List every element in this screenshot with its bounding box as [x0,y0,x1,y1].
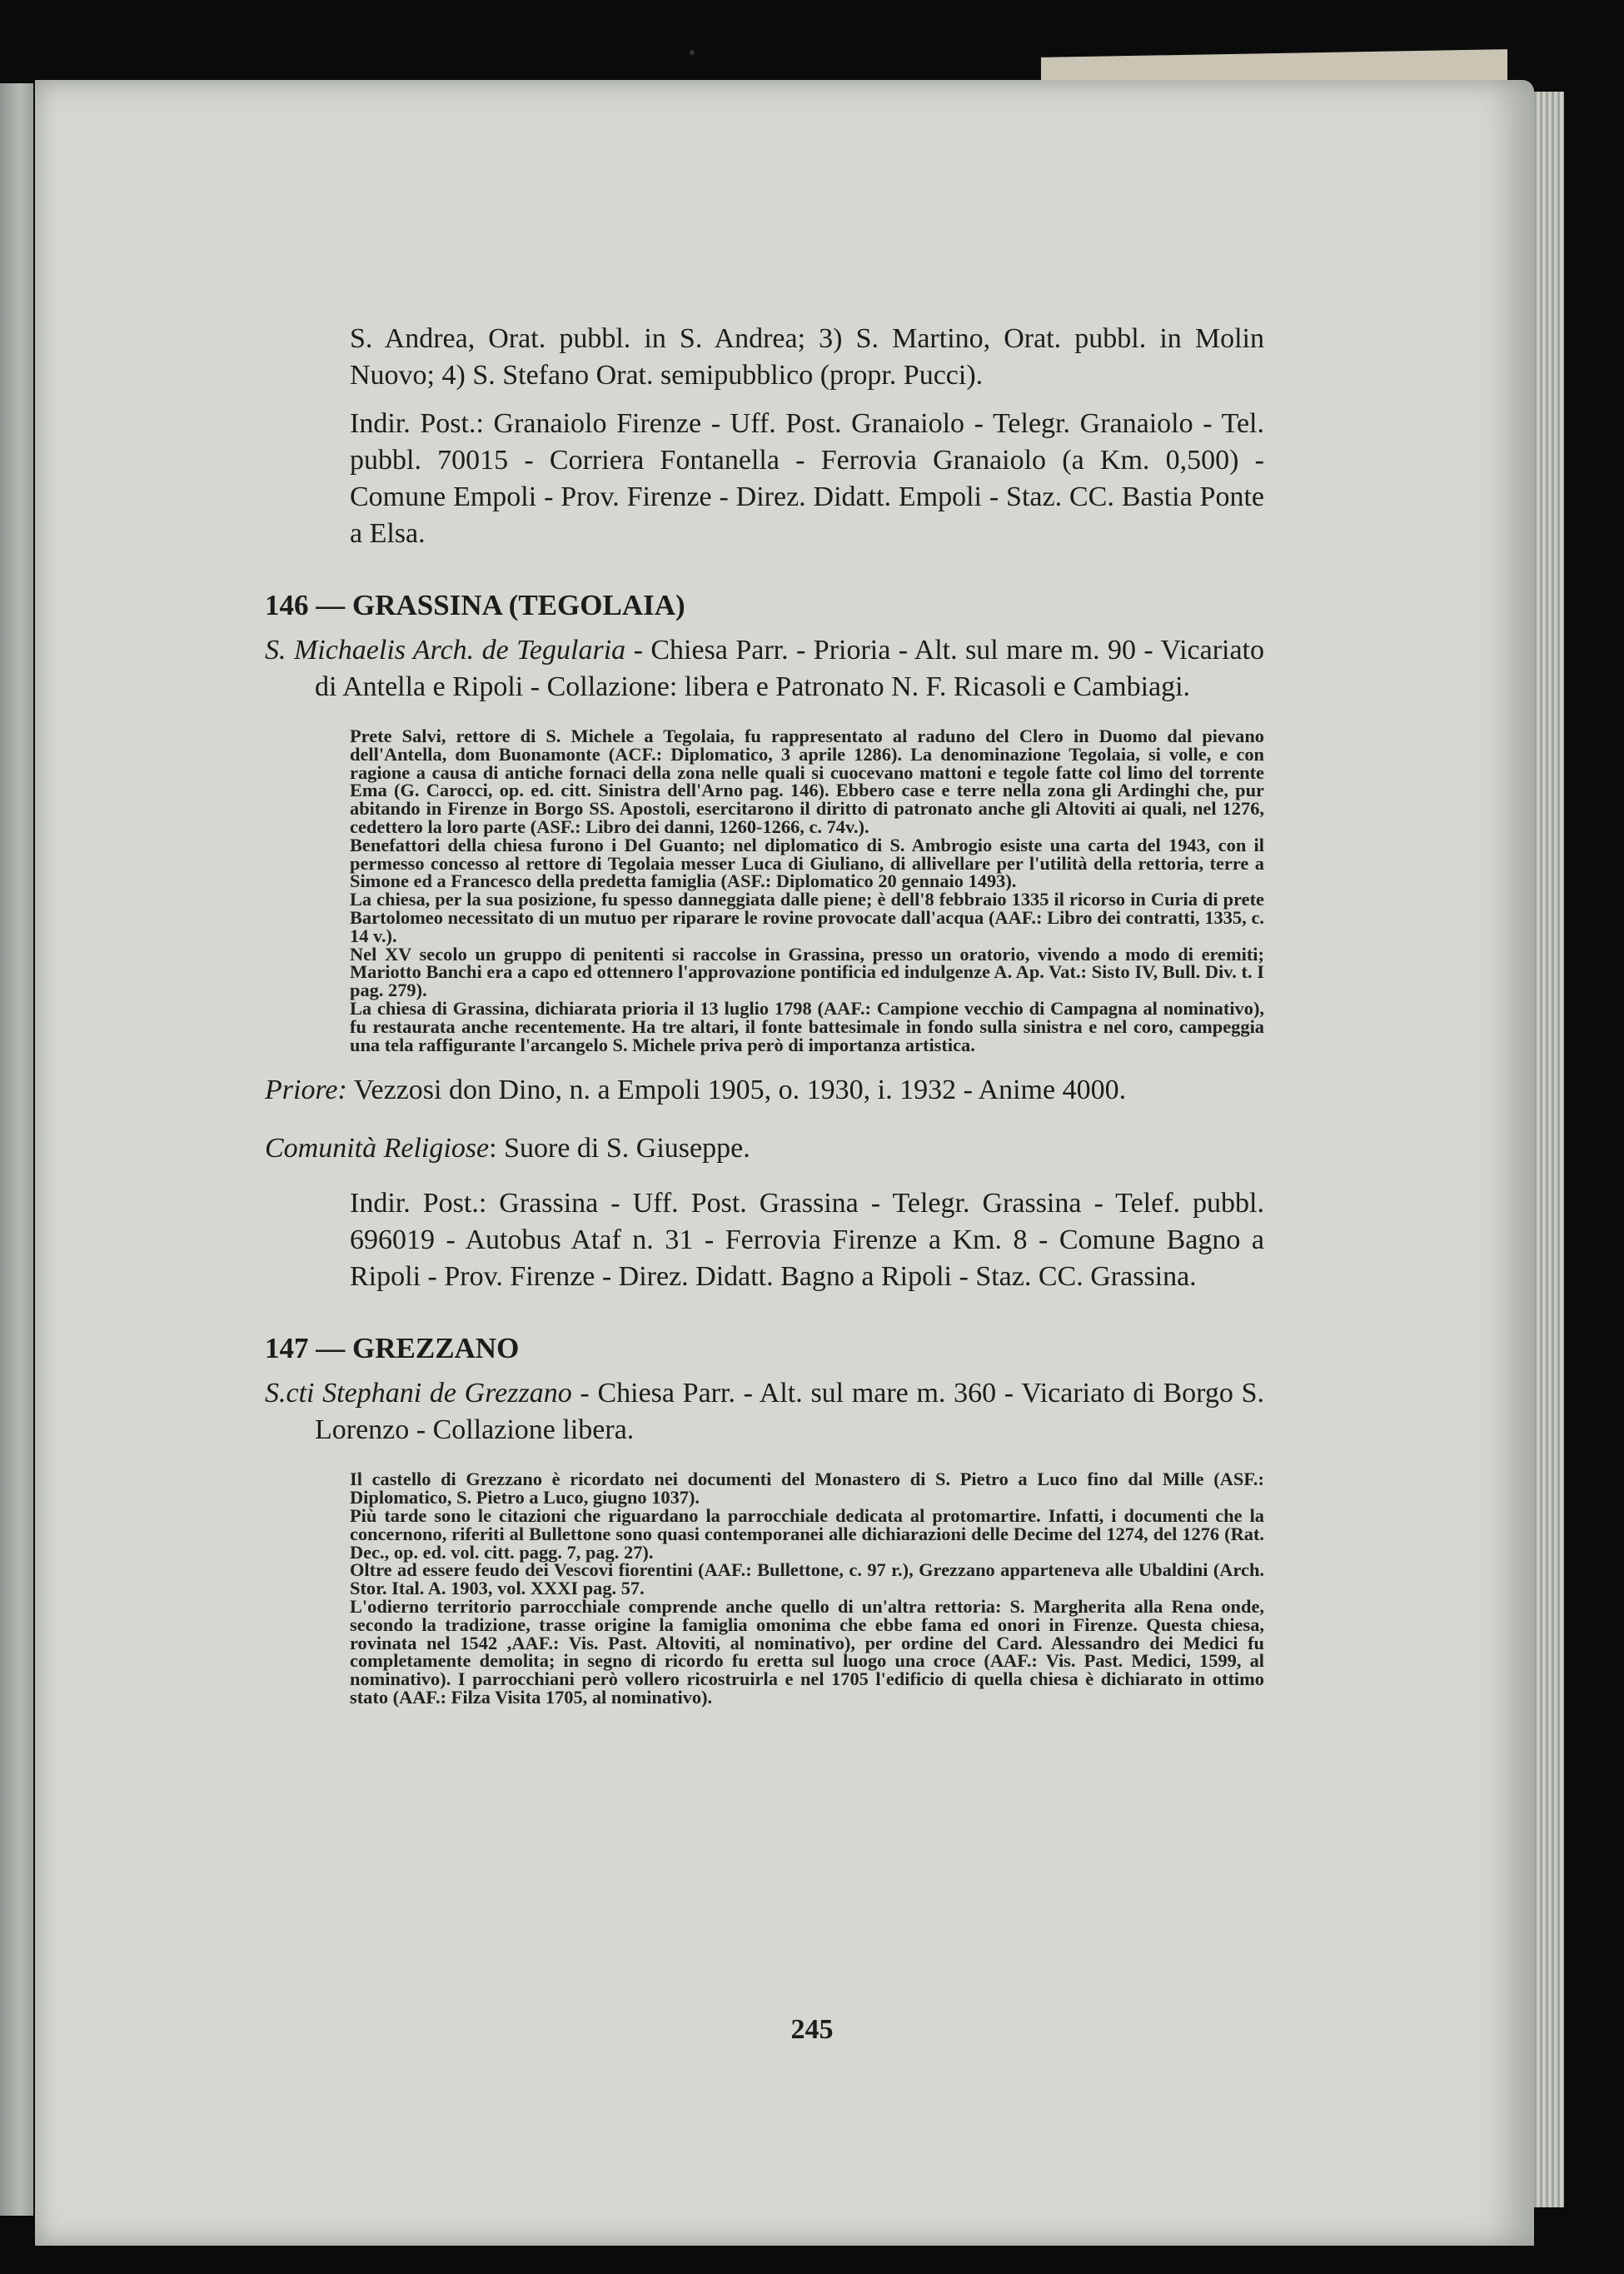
entry-146-priore [265,1072,1264,1109]
entry-147-heading: 147 — GREZZANO [265,1332,520,1365]
left-page-edge [0,83,33,2216]
page-stack-edge [1534,92,1564,2207]
priore-text: Vezzosi don Dino, n. a Empoli 1905, o. 1930, i. 1932 - Anime 4000. [346,1075,1127,1106]
entry-146-note-3: La chiesa, per la sua posizione, fu spesso danneggiata dalle piene; è dell'8 febbraio 1335 il ricorso in Curia di prete Bartolomeo necessitato di un mutuo per riparare le rovine provocate dall'acqua (AAF.: Libro dei contratti, 1335, c. 14 v.). [350,889,1264,946]
entry-146-heading: 146 — GRASSINA (TEGOLAIA) [265,589,685,621]
entry-147-note-1: Il castello di Grezzano è ricordato nei documenti del Monastero di S. Pietro a Luco fino dal Mille (ASF.: Diplomatico, S. Pietro a Luco, giugno 1037). [350,1469,1264,1509]
entry-146-address: Indir. Post.: Grassina - Uff. Post. Grassina - Telegr. Grassina - Telef. pubbl. 696019 - Autobus Ataf n. 31 - Ferrovia Firenze a Km. 8 - Comune Bagno a Ripoli - Prov. Firenze - Direz. Didatt. Bagno a Ripoli - Staz. CC. Grassina. [350,1188,1264,1293]
entry-146-note-2: Benefattori della chiesa furono i Del Guanto; nel diplomatico di S. Ambrogio esiste una carta del 1943, con il permesso concesso al rettore di Tegolaia messer Luca di Giuliano, di allivellare per l'utilità della rettoria, terre a Simone ed a Francesco della predetta famiglia (ASF.: Diplomatico 20 gennaio 1493). [350,834,1264,892]
entry-147-latin-name: S.cti Stephani de Grezzano [265,1378,572,1409]
entry-146-latin-name: S. Michaelis Arch. de Tegularia [265,635,626,666]
comunita-label: Comunità Religiose [265,1133,490,1164]
entry-146-description [265,632,1264,706]
entry-147-notes [350,1470,1264,1706]
intro-block [265,321,1264,552]
entry-147-note-3: Oltre ad essere feudo dei Vescovi fiorentini (AAF.: Bullettone, c. 97 r.), Grezzano apparteneva alle Ubaldini (Arch. Stor. Ital. A. 1903, vol. XXXI pag. 57. [350,1559,1264,1599]
page-content [265,321,1264,1725]
punch-hole [690,50,695,55]
page-number: 245 [790,2014,834,2045]
entry-147-note-4: L'odierno territorio parrocchiale comprende anche quello di un'altra rettoria: S. Margherita alla Rena onde, secondo la tradizione, trasse origine la famiglia omonima che ebbe fama ed onori in Firenze. Questa chiesa, rovinata nel 1542 ,AAF.: Vis. Past. Altoviti, al nominativo), per ordine del Card. Alessandro dei Medici fu completamente demolita; in segno di ricordo fu eretta sul luogo una croce (AAF.: Vis. Past. Medici, 1599, al nominativo). I parrocchiani però vollero ricostruirla e nel 1705 l'edificio di quella chiesa è dichiarato in ottimo stato (AAF.: Filza Visita 1705, al nominativo). [350,1595,1264,1708]
entry-147-description [265,1375,1264,1449]
entry-147-note-2: Più tarde sono le citazioni che riguardano la parrocchiale dedicata al protomartire. Infatti, i documenti che la concernono, riferiti al Bullettone sono quasi contemporanei alle dichiarazioni delle Decime del 1274, del 1276 (Rat. Dec., op. ed. vol. citt. pagg. 7, pag. 27). [350,1504,1264,1563]
entry-146-details: - Chiesa Parr. - Prioria - Alt. sul mare m. 90 - Vicariato di Antella e Ripoli - Collazione: libera e Patronato N. F. Ricasoli e Cambiagi. [315,635,1264,702]
intro-address: Indir. Post.: Granaiolo Firenze - Uff. Post. Granaiolo - Telegr. Granaiolo - Tel. pubbl. 70015 - Corriera Fontanella - Ferrovia Granaiolo (a Km. 0,500) - Comune Empoli - Prov. Firenze - Direz. Didatt. Empoli - Staz. CC. Bastia Ponte a Elsa. [350,408,1264,549]
entry-146-note-1: Prete Salvi, rettore di S. Michele a Tegolaia, fu rappresentato al raduno del Clero in Duomo dal pievano dell'Antella, dom Buonamonte (ACF.: Diplomatico, 3 aprile 1286). La denominazione Tegolaia, si volle, e con ragione a causa di antiche fornaci della zona nelle quali si cuocevano mattoni e tegole fatte col limo del torrente Ema (G. Carocci, op. ed. citt. Sinistra dell'Arno pag. 146). Ebbero case e terre nella zona gli Ardinghi che, pur abitando in Firenze in Borgo SS. Apostoli, esercitarono il diritto di patronato anche gli Altoviti ai quali, nel 1276, cedettero la loro parte (ASF.: Libro dei danni, 1260-1266, c. 74v.). [350,726,1264,837]
intro-oratories: S. Andrea, Orat. pubbl. in S. Andrea; 3) S. Martino, Orat. pubbl. in Molin Nuovo; 4) S. Stefano Orat. semipubblico (propr. Pucci). [350,323,1264,391]
entry-146-address-block [265,1185,1264,1295]
comunita-text: : Suore di S. Giuseppe. [489,1133,750,1164]
entry-146-note-4: Nel XV secolo un gruppo di penitenti si raccolse in Grassina, presso un oratorio, vivendo a modo di eremiti; Mariotto Banchi era a capo ed ottennero l'approvazione pontificia ed indulgenze A. Ap. Vat.: Sisto IV, Bull. Div. t. I pag. 279). [350,943,1264,1001]
entry-146-note-5: La chiesa di Grassina, dichiarata prioria il 13 luglio 1798 (AAF.: Campione vecchio di Campagna al nominativo), fu restaurata anche recentemente. Ha tre altari, il fonte battesimale in fondo sulla sinistra e nel coro, campeggia una tela raffigurante l'arcangelo S. Michele priva però di importanza artistica. [350,997,1264,1055]
entry-146-comunita [265,1130,1264,1167]
entry-147-details: - Chiesa Parr. - Alt. sul mare m. 360 - Vicariato di Borgo S. Lorenzo - Collazione libera. [315,1378,1264,1446]
entry-146-notes [350,727,1264,1054]
priore-label: Priore: [265,1075,347,1106]
